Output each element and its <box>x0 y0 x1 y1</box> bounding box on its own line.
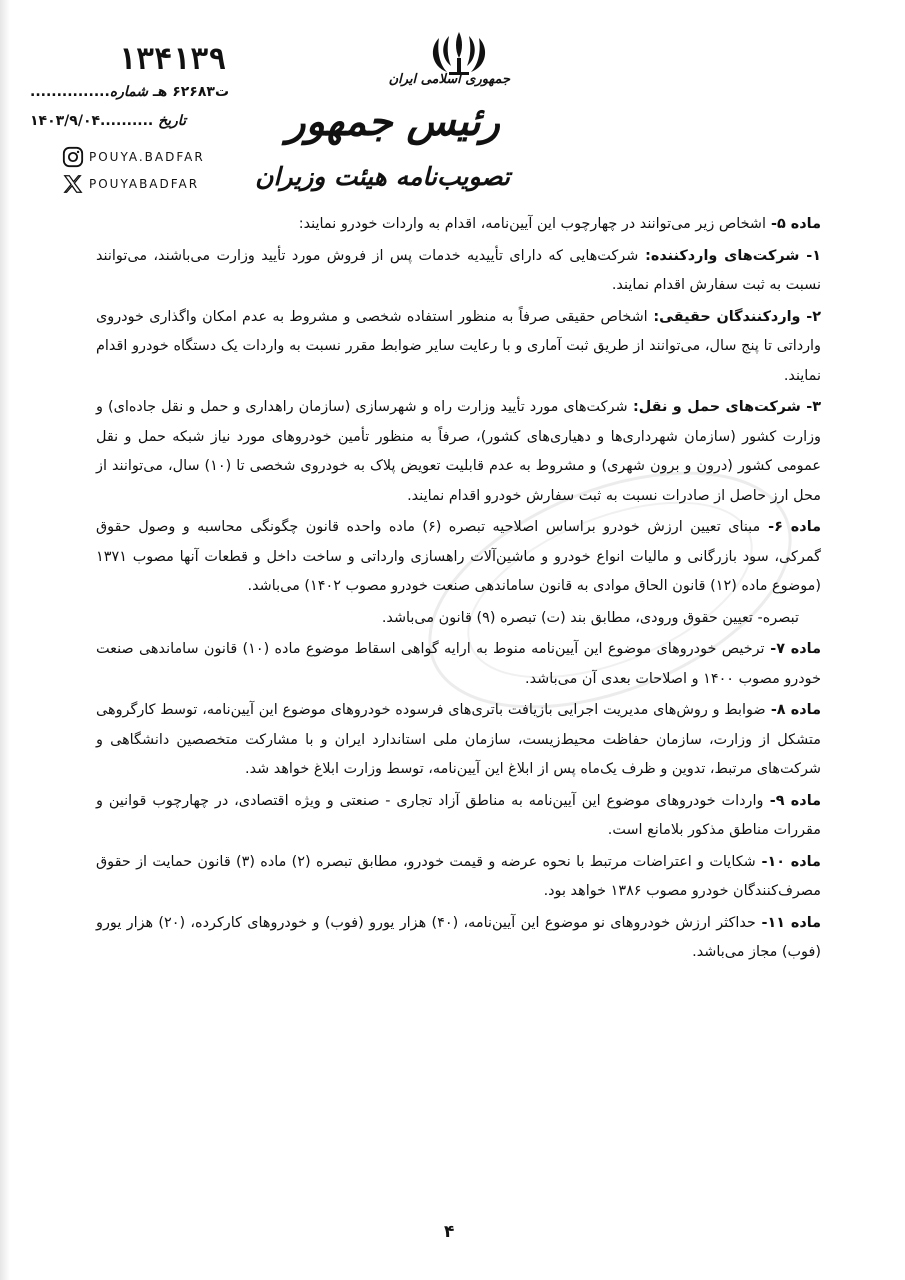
reference-number-value: ...............ت۶۲۶۸۳ هـ <box>30 84 230 100</box>
reference-number-row <box>30 84 229 100</box>
article-6-note: تبصره- تعیین حقوق ورودی، مطابق بند (ت) تبصره (۹) قانون می‌باشد. <box>381 609 799 626</box>
date-row <box>30 113 186 129</box>
x-logo-icon <box>62 173 84 195</box>
page-number: ۴ <box>444 1222 455 1242</box>
instagram-icon <box>62 146 84 168</box>
x-handle-text: POUYABADFAR <box>89 177 200 191</box>
article-5-clause-2: ۲- واردکنندگان حقیقی: اشخاص حقیقی صرفاً به منظور استفاده شخصی و مشروط به عدم امکان واگذاری خودروی وارداتی تا پنج سال، می‌توانند از طریق ثبت آماری و با رعایت سایر ضوابط مقرر نسبت به واردات یک دستگاه خودرو اقدام نمایند. <box>96 308 821 384</box>
reference-number-label: شماره <box>109 84 148 100</box>
x-handle[interactable] <box>62 173 199 195</box>
header-republic: جمهوری اسلامی ایران <box>388 72 510 87</box>
instagram-handle-text: POUYA.BADFAR <box>89 150 205 164</box>
article-5-clause-3: ۳- شرکت‌های حمل و نقل: شرکت‌های مورد تأیید وزارت راه و شهرسازی (سازمان راهداری و حمل و نقل جاده‌ای) و وزارت کشور (سازمان شهرداری‌ها و دهیاری‌های کشور)، صرفاً به منظور تأمین خودروهای مورد نیاز شبکه حمل و نقل عمومی کشور (درون و برون شهری) و مشروط به عدم قابلیت تعویض پلاک به خودروی شخصی تا (۱۰) سال، می‌توانند از محل ارز حاصل از صادرات نسبت به ثبت سفارش خودرو اقدام نمایند. <box>96 399 822 504</box>
article-5-clause-1: ۱- شرکت‌های واردکننده: شرکت‌هایی که دارای تأییدیه خدمات پس از فروش مورد تأیید وزارت می‌باشند، می‌توانند نسبت به ثبت سفارش اقدام نمایند. <box>96 247 822 293</box>
article-6: ماده ۶- مبنای تعیین ارزش خودرو براساس اصلاحیه تبصره (۶) ماده واحده قانون چگونگی محاسبه و وصول حقوق گمرکی، سود بازرگانی و مالیات انواع خودرو و ماشین‌آلات راهسازی وارداتی و ساخت داخل و قطعات آنها مصوب ۱۳۷۱ (موضوع ماده (۱۲) قانون الحاق موادی به قانون ساماندهی صنعت خودرو مصوب ۱۴۰۲) می‌باشد. <box>96 519 822 594</box>
article-11: ماده ۱۱- حداکثر ارزش خودروهای نو موضوع این آیین‌نامه، (۴۰) هزار یورو (فوب) و خودروهای کارکرده، (۲۰) هزار یورو (فوب) مجاز می‌باشد. <box>96 914 822 960</box>
article-8: ماده ۸- ضوابط و روش‌های مدیریت اجرایی بازیافت باتری‌های فرسوده خودروهای موضوع این آیین‌نامه، توسط کارگروهی متشکل از وزارت، سازمان حفاظت محیط‌زیست، سازمان ملی استاندارد ایران و با مشارکت متخصصین دانشگاهی و شرکت‌های مرتبط، تدوین و ظرف یک‌ماه پس از ابلاغ این آیین‌نامه، توسط وزارت ابلاغ خواهد شد. <box>96 702 821 777</box>
date-value: ۱۴۰۳/۹/۰۴.......... <box>30 113 154 129</box>
scan-edge-shadow <box>0 0 10 1280</box>
header-cabinet: تصویب‌نامه هیئت وزیران <box>255 162 510 191</box>
instagram-handle[interactable] <box>62 146 205 168</box>
letter-number: ۱۳۴۱۳۹ <box>118 42 227 77</box>
article-7: ماده ۷- ترخیص خودروهای موضوع این آیین‌نامه منوط به ارایه گواهی اسقاط موضوع ماده (۱۰) قانون ساماندهی صنعت خودرو مصوب ۱۴۰۰ و اصلاحات بعدی آن می‌باشد. <box>96 641 821 687</box>
article-10: ماده ۱۰- شکایات و اعتراضات مرتبط با نحوه عرضه و قیمت خودرو، مطابق تبصره (۲) ماده (۳) قانون حمایت از حقوق مصرف‌کنندگان خودرو مصوب ۱۳۸۶ خواهد بود. <box>96 853 821 899</box>
article-5: ماده ۵- اشخاص زیر می‌توانند در چهارچوب این آیین‌نامه، اقدام به واردات خودرو نمایند: <box>298 216 821 232</box>
article-9: ماده ۹- واردات خودروهای موضوع این آیین‌نامه به مناطق آزاد تجاری - صنعتی و ویژه اقتصادی، در چهارچوب قوانین و مقررات مناطق مذکور بلامانع است. <box>96 792 822 838</box>
decree-body <box>96 210 821 970</box>
header-president: رئیس جمهور <box>286 98 500 145</box>
date-label: تاریخ <box>158 113 186 129</box>
